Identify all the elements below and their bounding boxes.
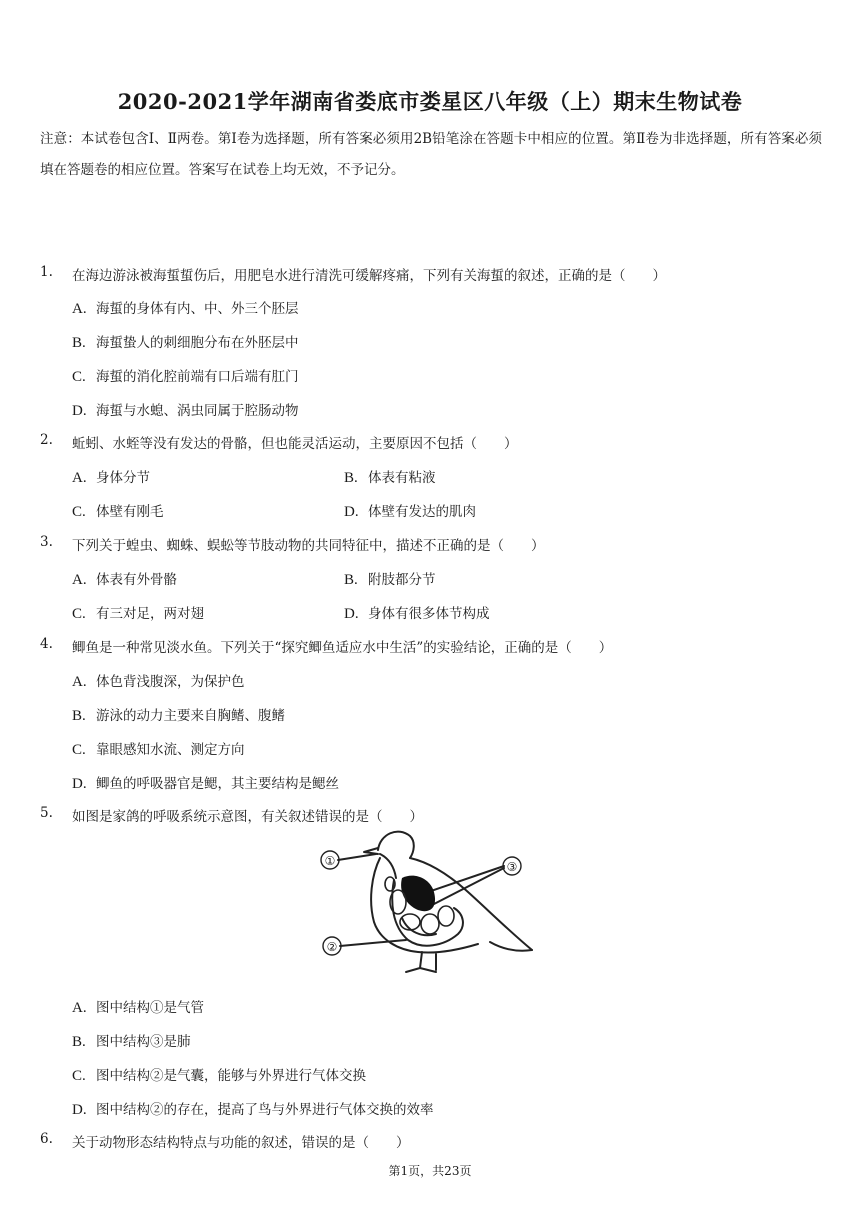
option-d: D. 身体有很多体节构成 xyxy=(344,606,490,622)
option-a: A. 身体分节 xyxy=(72,470,150,486)
pigeon-respiratory-diagram xyxy=(318,822,548,984)
question-number: 6. xyxy=(40,1131,53,1147)
option-b: B. 图中结构③是肺 xyxy=(72,1034,191,1050)
option-c: C. 有三对足，两对翅 xyxy=(72,606,204,622)
page-footer: 第1页，共23页 xyxy=(388,1164,472,1178)
question-number: 4. xyxy=(40,636,53,652)
question-number: 2. xyxy=(40,432,53,448)
page-title: 2020-2021学年湖南省娄底市娄星区八年级（上）期末生物试卷 xyxy=(117,89,743,114)
option-b: B. 体表有粘液 xyxy=(344,470,436,486)
question-stem: 如图是家鸽的呼吸系统示意图，有关叙述错误的是（ ） xyxy=(72,809,423,825)
question-stem: 关于动物形态结构特点与功能的叙述，错误的是（ ） xyxy=(72,1135,410,1151)
option-d: D. 鲫鱼的呼吸器官是鳃，其主要结构是鳃丝 xyxy=(72,776,339,792)
question-number: 5. xyxy=(40,805,53,821)
label-2: ② xyxy=(326,940,338,954)
option-d: D. 体壁有发达的肌肉 xyxy=(344,504,476,520)
option-b: B. 海蜇蛰人的刺细胞分布在外胚层中 xyxy=(72,335,299,351)
option-b: B. 附肢都分节 xyxy=(344,572,436,588)
exam-notice: 注意：本试卷包含Ⅰ、Ⅱ两卷。第Ⅰ卷为选择题，所有答案必须用2B铅笔涂在答题卡中相应的位置。第Ⅱ卷为非选择题，所有答案必须填在答题卷的相应位置。答案写在试卷上均无效，不予记分。 xyxy=(40,131,822,178)
label-3: ③ xyxy=(506,860,518,874)
option-a: A. 体色背浅腹深，为保护色 xyxy=(72,674,245,690)
question-stem: 在海边游泳被海蜇蜇伤后，用肥皂水进行清洗可缓解疼痛，下列有关海蜇的叙述，正确的是（ ） xyxy=(72,268,666,284)
question-number: 3. xyxy=(40,534,53,550)
option-c: C. 体壁有刚毛 xyxy=(72,504,164,520)
option-d: D. 海蜇与水螅、涡虫同属于腔肠动物 xyxy=(72,403,299,419)
option-a: A. 体表有外骨骼 xyxy=(72,572,177,588)
option-a: A. 海蜇的身体有内、中、外三个胚层 xyxy=(72,301,299,317)
question-stem: 下列关于蝗虫、蜘蛛、蜈蚣等节肢动物的共同特征中，描述不正确的是（ ） xyxy=(72,538,545,554)
label-1: ① xyxy=(324,854,336,868)
option-a: A. 图中结构①是气管 xyxy=(72,1000,204,1016)
question-number: 1. xyxy=(40,264,53,280)
question-stem: 鲫鱼是一种常见淡水鱼。下列关于“探究鲫鱼适应水中生活”的实验结论，正确的是（ ） xyxy=(72,640,613,656)
option-d: D. 图中结构②的存在，提高了鸟与外界进行气体交换的效率 xyxy=(72,1102,434,1118)
option-c: C. 海蜇的消化腔前端有口后端有肛门 xyxy=(72,369,299,385)
option-b: B. 游泳的动力主要来自胸鳍、腹鳍 xyxy=(72,708,285,724)
option-c: C. 图中结构②是气囊，能够与外界进行气体交换 xyxy=(72,1068,366,1084)
question-stem: 蚯蚓、水蛭等没有发达的骨骼，但也能灵活运动，主要原因不包括（ ） xyxy=(72,436,518,452)
option-c: C. 靠眼感知水流、测定方向 xyxy=(72,742,245,758)
